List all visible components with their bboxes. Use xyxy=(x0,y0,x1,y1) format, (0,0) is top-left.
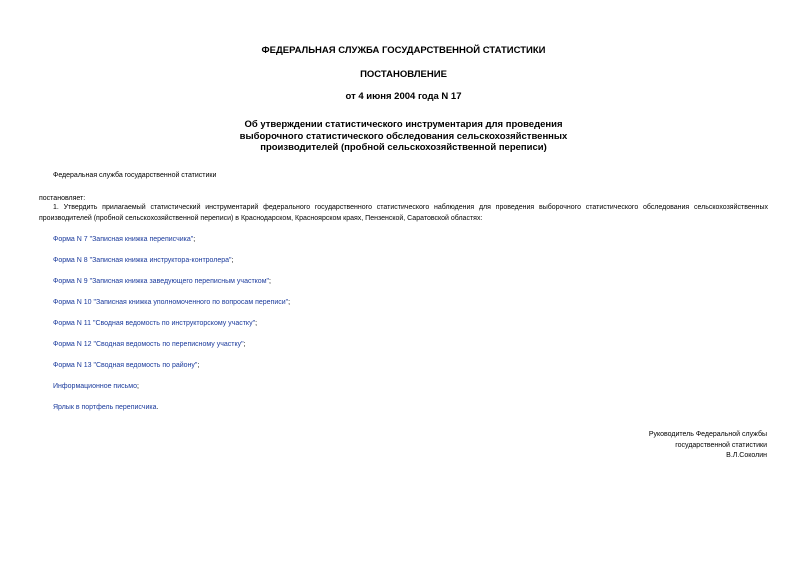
attachment-list xyxy=(53,232,290,421)
list-item xyxy=(53,232,290,253)
subject-line: производителей (пробной сельскохозяйственной переписи) xyxy=(260,142,547,153)
document-subject xyxy=(180,119,627,154)
signature-block xyxy=(649,430,767,462)
form-12-link[interactable]: Форма N 12 "Сводная ведомость по переписному участку" xyxy=(53,341,244,348)
list-item xyxy=(53,274,290,295)
list-item-suffix: ; xyxy=(197,362,200,369)
form-11-link[interactable]: Форма N 11 "Сводная ведомость по инструкторскому участку" xyxy=(53,320,256,327)
form-9-link[interactable]: Форма N 9 "Записная книжка заведующего переписным участком" xyxy=(53,278,270,285)
list-item xyxy=(53,253,290,274)
agency-title: ФЕДЕРАЛЬНАЯ СЛУЖБА ГОСУДАРСТВЕННОЙ СТАТИСТИКИ xyxy=(261,45,546,56)
list-item xyxy=(53,337,290,358)
list-item xyxy=(53,400,290,421)
form-7-link[interactable]: Форма N 7 "Записная книжка переписчика" xyxy=(53,236,194,243)
list-item xyxy=(53,358,290,379)
info-letter-link[interactable]: Информационное письмо xyxy=(53,383,137,390)
form-8-link[interactable]: Форма N 8 "Записная книжка инструктора-контролера" xyxy=(53,257,232,264)
form-13-link[interactable]: Форма N 13 "Сводная ведомость по району" xyxy=(53,362,198,369)
decides-text: постановляет: xyxy=(39,195,86,202)
form-10-link[interactable]: Форма N 10 "Записная книжка уполномоченного по вопросам переписи" xyxy=(53,299,289,306)
list-item-suffix: ; xyxy=(243,341,246,348)
signatory-position: Руководитель Федеральной службы xyxy=(648,431,767,438)
list-item xyxy=(53,295,290,316)
list-item-suffix: ; xyxy=(193,236,196,243)
subject-line: выборочного статистического обследования сельскохозяйственных xyxy=(239,130,568,142)
signatory-position: государственной статистики xyxy=(675,441,767,449)
document-date: от 4 июня 2004 года N 17 xyxy=(345,91,462,102)
list-item-suffix: ; xyxy=(136,383,139,390)
resolution-paragraph: 1. Утвердить прилагаемый статистический инструментарий федерального государственного статистического наблюдения для проведения выборочного статистического обследования сельскохозяйственных производителей (пробной сельскохозяйственной переписи) в Краснодарском, Красноярском краях, Пензенской, Саратовской областях: xyxy=(39,204,768,222)
signatory-name: В.Л.Соколин xyxy=(726,452,767,459)
list-item xyxy=(53,316,290,337)
subject-line: Об утверждении статистического инструментария для проведения xyxy=(244,119,563,130)
document-type: ПОСТАНОВЛЕНИЕ xyxy=(360,69,447,80)
list-item-suffix: ; xyxy=(255,320,258,327)
list-item-suffix: ; xyxy=(231,257,234,264)
list-item-suffix: ; xyxy=(288,299,291,306)
portfolio-label-link[interactable]: Ярлык в портфель переписчика xyxy=(53,404,157,411)
list-item-suffix: ; xyxy=(269,278,271,285)
issuer-text: Федеральная служба государственной статистики xyxy=(53,172,217,179)
list-item xyxy=(53,379,290,400)
list-item-suffix: . xyxy=(156,404,159,411)
